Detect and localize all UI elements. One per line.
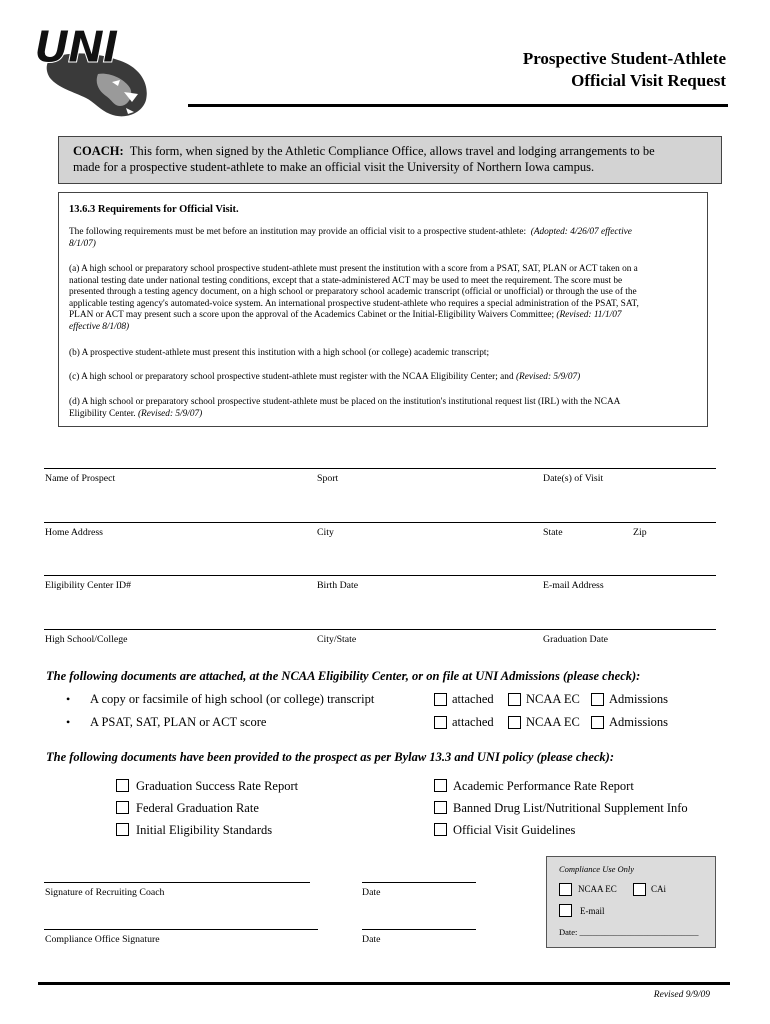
requirements-intro-text: The following requirements must be met before an institution may provide an official visit to a prospective student-athlete: bbox=[69, 227, 527, 237]
compliance-email-checkbox[interactable] bbox=[559, 904, 572, 917]
compliance-box-title: Compliance Use Only bbox=[559, 864, 635, 874]
transcript-attached-checkbox[interactable] bbox=[434, 693, 447, 706]
field-line-row-4[interactable] bbox=[44, 629, 716, 630]
compliance-cai-checkbox[interactable] bbox=[633, 883, 646, 896]
graduation-date-label: Graduation Date bbox=[543, 634, 609, 645]
compliance-signature-label: Compliance Office Signature bbox=[45, 934, 160, 945]
attached-docs-heading: The following documents are attached, at the NCAA Eligibility Center, or on file at UNI Admissions (please check): bbox=[46, 669, 641, 683]
bullet-2: • bbox=[66, 715, 71, 729]
state-label: State bbox=[543, 527, 563, 538]
initial-eligibility-label: Initial Eligibility Standards bbox=[136, 823, 273, 837]
coach-date-label: Date bbox=[362, 887, 381, 898]
compliance-date-line[interactable] bbox=[362, 929, 476, 930]
coach-note-line-2: made for a prospective student-athlete to make an official visit the University of Northern Iowa campus. bbox=[73, 160, 595, 174]
requirements-box bbox=[58, 192, 708, 427]
requirement-a-line: PLAN or ACT may present such a score upon the approval of the Academics Cabinet or the Initial-Eligibility Waivers Committee; bbox=[69, 310, 555, 320]
official-visit-guidelines-label: Official Visit Guidelines bbox=[453, 823, 576, 837]
form-title bbox=[523, 48, 726, 92]
requirement-b: (b) A prospective student-athlete must present this institution with a high school (or college) academic transcript; bbox=[69, 348, 490, 358]
score-attached-checkbox[interactable] bbox=[434, 716, 447, 729]
requirement-a-line: presented through a testing agency document, on a high school or preparatory school academic transcript (official or unofficial) or through the use of the bbox=[69, 287, 637, 297]
compliance-ncaa-ec-label: NCAA EC bbox=[578, 884, 617, 894]
requirements-intro bbox=[69, 227, 695, 250]
official-visit-guidelines-checkbox[interactable] bbox=[434, 823, 447, 836]
test-score-item: A PSAT, SAT, PLAN or ACT score bbox=[90, 715, 267, 729]
requirement-a-line: (a) A high school or preparatory school prospective student-athlete must present the institution with a score from a PSAT, SAT, PLAN or ACT taken on a bbox=[69, 264, 638, 274]
transcript-admissions-checkbox[interactable] bbox=[591, 693, 604, 706]
coach-date-line[interactable] bbox=[362, 882, 476, 883]
requirement-a bbox=[69, 264, 695, 333]
header-rule bbox=[188, 104, 728, 107]
email-address-label: E-mail Address bbox=[543, 580, 604, 591]
bottom-rule bbox=[38, 982, 730, 985]
compliance-use-only-box bbox=[546, 856, 716, 948]
attached-option: attached bbox=[452, 692, 494, 706]
compliance-signature-line[interactable] bbox=[44, 929, 318, 930]
federal-graduation-rate-label: Federal Graduation Rate bbox=[136, 801, 259, 815]
sport-label: Sport bbox=[317, 473, 339, 484]
initial-eligibility-checkbox[interactable] bbox=[116, 823, 129, 836]
intro-note: (Adopted: 4/26/07 effective bbox=[530, 227, 632, 237]
birth-date-label: Birth Date bbox=[317, 580, 359, 591]
academic-performance-label: Academic Performance Rate Report bbox=[453, 779, 634, 793]
ncaa-ec-option: NCAA EC bbox=[526, 715, 580, 729]
score-admissions-checkbox[interactable] bbox=[591, 716, 604, 729]
requirement-d-note: (Revised: 5/9/07) bbox=[137, 408, 203, 419]
graduation-success-rate-checkbox[interactable] bbox=[116, 779, 129, 792]
banned-drug-list-checkbox[interactable] bbox=[434, 801, 447, 814]
score-ncaa-ec-checkbox[interactable] bbox=[508, 716, 521, 729]
requirement-a-note: (Revised: 11/1/07 bbox=[556, 310, 622, 320]
logo-wordmark: UNI bbox=[34, 22, 117, 73]
city-state-label: City/State bbox=[317, 634, 357, 645]
field-line-row-2[interactable] bbox=[44, 522, 716, 523]
compliance-date-label: Date bbox=[362, 934, 381, 945]
compliance-cai-label: CAi bbox=[651, 884, 667, 894]
ncaa-ec-option: NCAA EC bbox=[526, 692, 580, 706]
coach-signature-line[interactable] bbox=[44, 882, 310, 883]
transcript-ncaa-ec-checkbox[interactable] bbox=[508, 693, 521, 706]
compliance-email-label: E-mail bbox=[580, 906, 605, 916]
requirement-a-note-2: effective 8/1/08) bbox=[69, 321, 130, 332]
academic-performance-checkbox[interactable] bbox=[434, 779, 447, 792]
zip-label: Zip bbox=[633, 527, 647, 538]
uni-panther-logo bbox=[28, 22, 168, 122]
requirements-title: 13.6.3 Requirements for Official Visit. bbox=[69, 204, 239, 215]
requirement-d bbox=[69, 397, 695, 420]
compliance-date-field[interactable] bbox=[559, 927, 699, 937]
admissions-option: Admissions bbox=[609, 692, 669, 706]
graduation-success-rate-label: Graduation Success Rate Report bbox=[136, 779, 299, 793]
bullet-1: • bbox=[66, 692, 71, 706]
requirement-d-line: (d) A high school or preparatory school prospective student-athlete must be placed on the institution's institutional request list (IRL) with the NCAA bbox=[69, 397, 621, 407]
compliance-date-blank: ____________________________ bbox=[579, 927, 699, 937]
requirement-c bbox=[69, 372, 695, 384]
title-line-2: Official Visit Request bbox=[571, 71, 726, 90]
revised-date: Revised 9/9/09 bbox=[653, 990, 710, 1000]
requirement-d-line-2: Eligibility Center. bbox=[69, 408, 136, 419]
attached-option: attached bbox=[452, 715, 494, 729]
federal-graduation-rate-checkbox[interactable] bbox=[116, 801, 129, 814]
admissions-option: Admissions bbox=[609, 715, 669, 729]
requirement-c-text: (c) A high school or preparatory school prospective student-athlete must register with the NCAA Eligibility Center; and bbox=[69, 372, 514, 382]
coach-note-line-1: This form, when signed by the Athletic Compliance Office, allows travel and lodging arrangements to be bbox=[129, 144, 655, 158]
compliance-ncaa-ec-checkbox[interactable] bbox=[559, 883, 572, 896]
field-line-row-3[interactable] bbox=[44, 575, 716, 576]
requirement-a-line: applicable testing agency's automated-voice system. An international prospective student-athlete who requires a special administration of the PSAT, SAT, bbox=[69, 298, 639, 309]
coach-signature-label: Signature of Recruiting Coach bbox=[45, 887, 165, 898]
title-line-1: Prospective Student-Athlete bbox=[522, 49, 726, 68]
provided-docs-heading: The following documents have been provided to the prospect as per Bylaw 13.3 and UNI policy (please check): bbox=[46, 750, 614, 764]
intro-note-2: 8/1/07) bbox=[69, 238, 96, 249]
coach-note-box bbox=[58, 136, 722, 184]
name-of-prospect-label: Name of Prospect bbox=[45, 473, 116, 484]
city-label: City bbox=[317, 527, 334, 538]
dates-of-visit-label: Date(s) of Visit bbox=[543, 473, 604, 484]
field-line-row-1[interactable] bbox=[44, 468, 716, 469]
banned-drug-list-label: Banned Drug List/Nutritional Supplement Info bbox=[453, 801, 688, 815]
compliance-date-label: Date: bbox=[559, 927, 578, 937]
transcript-item: A copy or facsimile of high school (or college) transcript bbox=[90, 692, 375, 706]
home-address-label: Home Address bbox=[45, 527, 103, 538]
high-school-college-label: High School/College bbox=[45, 634, 128, 645]
requirement-c-note: (Revised: 5/9/07) bbox=[515, 372, 581, 382]
coach-label: COACH: bbox=[73, 144, 124, 158]
eligibility-center-id-label: Eligibility Center ID# bbox=[45, 580, 131, 591]
requirement-a-line: national testing date under national testing conditions, except that a state-administered ACT may be used to meet the requirement. The score must be bbox=[69, 275, 623, 286]
